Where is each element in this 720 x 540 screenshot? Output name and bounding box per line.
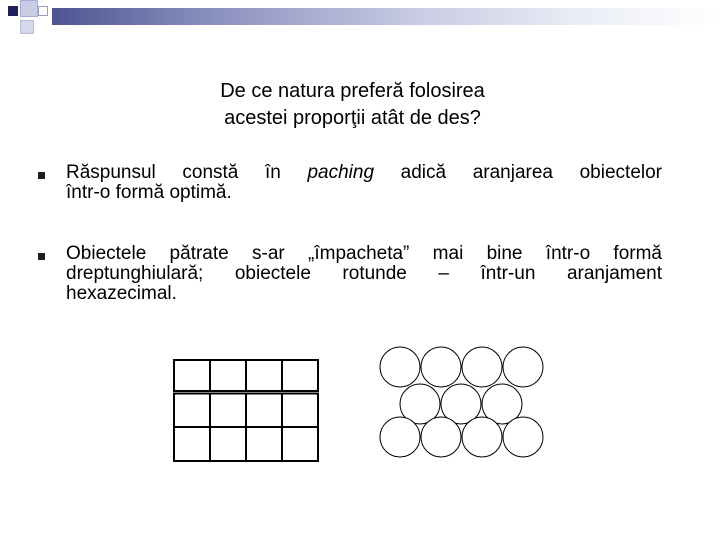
packed-circle <box>462 417 502 457</box>
decorative-square <box>20 20 34 34</box>
packed-circle <box>503 347 543 387</box>
grid-square <box>210 427 246 461</box>
grid-square <box>282 394 318 428</box>
grid-square <box>174 394 210 428</box>
bullet-line: Obiectele pătrate s-ar „împacheta” mai bine într-o formă <box>66 243 662 264</box>
packed-circle <box>421 417 461 457</box>
bullet-text <box>66 244 662 304</box>
grid-square <box>282 427 318 461</box>
decorative-square <box>38 6 48 16</box>
bullet-line: dreptunghiulară; obiectele rotunde – într-un aranjament <box>66 263 662 284</box>
bullet-italic-term: paching <box>307 162 375 183</box>
grid-square <box>210 394 246 428</box>
grid-square <box>246 394 282 428</box>
packed-circle <box>462 347 502 387</box>
grid-square <box>246 360 282 391</box>
grid-square <box>246 427 282 461</box>
grid-square <box>174 427 210 461</box>
grid-square <box>282 360 318 391</box>
packing-illustration <box>160 340 580 470</box>
square-bullet-icon <box>38 253 45 260</box>
header-gradient-bar <box>52 8 720 25</box>
title-line-2: acestei proporţii atât de des? <box>224 107 481 129</box>
decorative-square <box>8 6 18 16</box>
grid-square <box>210 360 246 391</box>
packed-circle <box>503 417 543 457</box>
bullet-line <box>66 163 662 183</box>
square-bullet-icon <box>38 172 45 179</box>
bullet-line: hexazecimal. <box>66 283 177 304</box>
square-grid <box>174 360 318 461</box>
hexagonal-circle-packing <box>380 347 543 457</box>
bullet-text <box>66 163 662 203</box>
slide-title <box>100 78 605 132</box>
title-line-1: De ce natura preferă folosirea <box>220 80 485 102</box>
packed-circle <box>380 347 420 387</box>
packed-circle <box>421 347 461 387</box>
bullet-text-part: adică aranjarea obiectelor <box>374 162 662 183</box>
bullet-line: într-o formă optimă. <box>66 182 232 203</box>
grid-square <box>174 360 210 391</box>
decorative-square <box>20 0 38 17</box>
packed-circle <box>380 417 420 457</box>
bullet-text-part: Răspunsul constă în <box>66 162 308 183</box>
